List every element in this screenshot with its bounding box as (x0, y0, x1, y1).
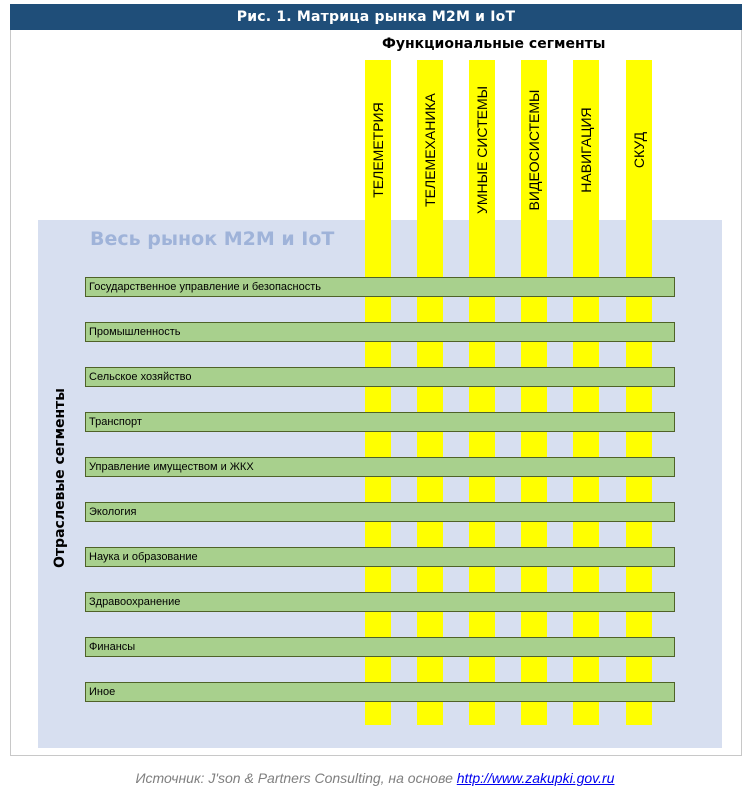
industry-row-finance: Финансы (85, 637, 675, 657)
source-note (0, 770, 750, 786)
segment-label-smart-systems: УМНЫЕ СИСТЕМЫ (474, 85, 490, 215)
industry-row-other: Иное (85, 682, 675, 702)
source-text: Источник: J'son & Partners Consulting, на основе (135, 770, 457, 786)
industry-row-ecology: Экология (85, 502, 675, 522)
segment-label-telemechanics: ТЕЛЕМЕХАНИКА (422, 93, 438, 207)
figure-title: Рис. 1. Матрица рынка M2M и IoT (10, 4, 742, 30)
industry-row-transport: Транспорт (85, 412, 675, 432)
segment-label-video-systems: ВИДЕОСИСТЕМЫ (526, 89, 542, 211)
segment-label-telemetry: ТЕЛЕМЕТРИЯ (370, 102, 386, 198)
industry-row-industry: Промышленность (85, 322, 675, 342)
source-link[interactable]: http://www.zakupki.gov.ru (456, 770, 615, 786)
market-title: Весь рынок M2M и IoT (90, 228, 335, 250)
industry-row-science-education: Наука и образование (85, 547, 675, 567)
industry-segments-title: Отраслевые сегменты (52, 388, 68, 568)
industry-row-agriculture: Сельское хозяйство (85, 367, 675, 387)
industry-row-healthcare: Здравоохранение (85, 592, 675, 612)
functional-segments-title: Функциональные сегменты (382, 36, 606, 52)
industry-row-property-management: Управление имуществом и ЖКХ (85, 457, 675, 477)
segment-label-navigation: НАВИГАЦИЯ (578, 107, 594, 193)
segment-label-access-control: СКУД (631, 131, 647, 169)
industry-row-government: Государственное управление и безопасность (85, 277, 675, 297)
